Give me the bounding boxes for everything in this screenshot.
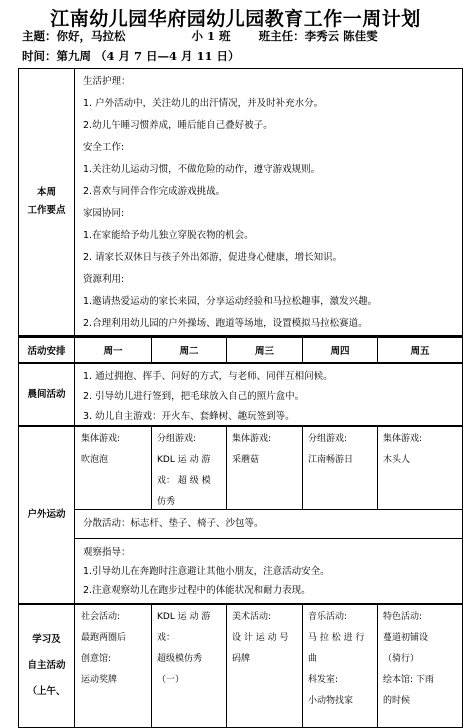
outdoor-text: 分组游戏: — [308, 434, 348, 444]
kp-line: 安全工作: — [83, 142, 125, 153]
kp-line: 1.邀请热爱运动的家长来园，分享运动经验和马拉松趣事，激发兴趣。 — [83, 296, 378, 307]
outdoor-text: 采蘑菇 — [232, 455, 260, 465]
outdoor-dispersed — [74, 509, 463, 539]
key-points-label — [18, 68, 75, 336]
learning-label-line3: （上午、 — [27, 686, 66, 697]
kp-line: 资源利用: — [83, 274, 125, 285]
key-points-label-line2: 工作要点 — [27, 205, 66, 216]
dispersed-text: 分散活动：标志杆、垫子、椅子、沙包等。 — [83, 518, 264, 529]
learning-tue — [151, 603, 227, 728]
morning-line: 3. 幼儿自主游戏：开火车、套蜂树、趣玩签到等。 — [83, 411, 295, 422]
outdoor-text: 木头人 — [383, 455, 411, 465]
observation-line: 观察指导： — [83, 547, 131, 558]
observation-line: 2.注意观察幼儿在跑步过程中的体能状况和耐力表现。 — [83, 585, 311, 596]
kp-line: 1. 户外活动中，关注幼儿的出汗情况，并及时补充水分。 — [83, 98, 324, 109]
key-points-label-line1: 本周 — [36, 187, 56, 198]
plan-info-row — [22, 28, 378, 44]
learning-text: 设 计 运 动 号 — [232, 633, 289, 643]
schedule-label: 活动安排 — [18, 336, 75, 363]
outdoor-text: 仿秀 — [157, 497, 176, 507]
learning-text: 曲 — [308, 654, 318, 664]
learning-text: 创意馆: — [81, 654, 112, 664]
learning-text: 码牌 — [232, 654, 251, 664]
outdoor-wed — [226, 425, 303, 510]
learning-text: 社会活动: — [81, 612, 121, 622]
outdoor-text: 江南畅游日 — [308, 455, 354, 465]
learning-text: 特色活动: — [383, 612, 423, 622]
morning-line: 1. 通过拥抱、挥手、问好的方式，与老师、同伴互相问候。 — [83, 371, 333, 382]
learning-text: （骑行） — [383, 654, 420, 664]
day-header-tue: 周二 — [151, 336, 227, 363]
kp-line: 生活护理： — [83, 76, 131, 87]
learning-mon — [74, 603, 152, 728]
outdoor-text: 集体游戏: — [383, 434, 423, 444]
learning-text: 的时候 — [383, 696, 411, 706]
learning-wed — [226, 603, 303, 728]
outdoor-text: 戏： 超 级 模 — [157, 476, 211, 486]
kp-line: 2.喜欢与同伴合作完成游戏挑战。 — [83, 186, 226, 197]
outdoor-observation — [74, 538, 463, 604]
learning-text: 蔓道初铺设 — [383, 633, 429, 643]
outdoor-tue — [151, 425, 227, 510]
learning-text: （一） — [157, 675, 185, 685]
morning-cell — [74, 362, 463, 426]
outdoor-fri — [377, 425, 463, 510]
learning-label-line1: 学习及 — [32, 634, 61, 645]
learning-text: 小动物找家 — [308, 696, 354, 706]
day-header-fri: 周五 — [377, 336, 463, 363]
day-header-mon: 周一 — [74, 336, 152, 363]
kp-line: 2.合理利用幼儿园的户外操场、跑道等场地，设置模拟马拉松赛道。 — [83, 318, 368, 329]
learning-label — [18, 603, 75, 728]
day-header-wed: 周三 — [226, 336, 303, 363]
learning-text: KDL 运 动 游 — [157, 612, 211, 622]
outdoor-label: 户外运动 — [18, 425, 75, 604]
learning-text: 最跑两圈后 — [81, 633, 127, 643]
outdoor-mon — [74, 425, 152, 510]
outdoor-text: 分组游戏: — [157, 434, 197, 444]
key-points-cell — [74, 68, 463, 336]
learning-text: 美术活动: — [232, 612, 272, 622]
outdoor-text: 集体游戏: — [232, 434, 272, 444]
learning-fri — [377, 603, 463, 728]
learning-text: 音乐活动: — [308, 612, 348, 622]
weekly-plan-table — [18, 68, 463, 728]
learning-label-line2: 自主活动 — [27, 660, 66, 671]
morning-label: 晨间活动 — [18, 362, 75, 426]
teachers-text: 班主任：李秀云 陈佳雯 — [258, 29, 378, 43]
learning-text: 运动奖牌 — [81, 675, 118, 685]
time-text: 时间：第九周 （4 月 7 日—4 月 11 日） — [22, 49, 240, 63]
kp-line: 1.在家能给予幼儿独立穿脱衣物的机会。 — [83, 230, 254, 241]
theme-text: 主题：你好，马拉松 — [22, 29, 126, 43]
outdoor-thu — [302, 425, 378, 510]
kp-line: 家园协同: — [83, 208, 125, 219]
learning-text: 绘本馆: 下雨 — [383, 675, 434, 685]
class-name: 小 1 班 — [191, 29, 231, 43]
learning-thu — [302, 603, 378, 728]
learning-text: 科发室: — [308, 675, 339, 685]
outdoor-text: 吹泡泡 — [81, 455, 109, 465]
learning-text: 戏： — [157, 633, 176, 643]
page-title: 江南幼儿园华府园幼儿园教育工作一周计划 — [50, 8, 421, 30]
learning-text: 马 拉 松 进 行 — [308, 633, 365, 643]
outdoor-text: 集体游戏: — [81, 434, 121, 444]
learning-text: 超级模仿秀 — [157, 654, 203, 664]
day-header-thu: 周四 — [302, 336, 378, 363]
outdoor-text: KDL 运 动 游 — [157, 455, 211, 465]
kp-line: 2.幼儿午睡习惯养成，睡后能自己叠好被子。 — [83, 120, 273, 131]
morning-line: 2. 引导幼儿进行签到，把毛球放入自己的照片盒中。 — [83, 391, 305, 402]
kp-line: 2. 请家长双休日与孩子外出郊游，促进身心健康，增长知识。 — [83, 252, 343, 263]
observation-line: 1.引导幼儿在奔跑时注意避让其他小朋友，注意活动安全。 — [83, 566, 330, 577]
kp-line: 1.关注幼儿运动习惯，不做危险的动作，遵守游戏规则。 — [83, 164, 321, 175]
